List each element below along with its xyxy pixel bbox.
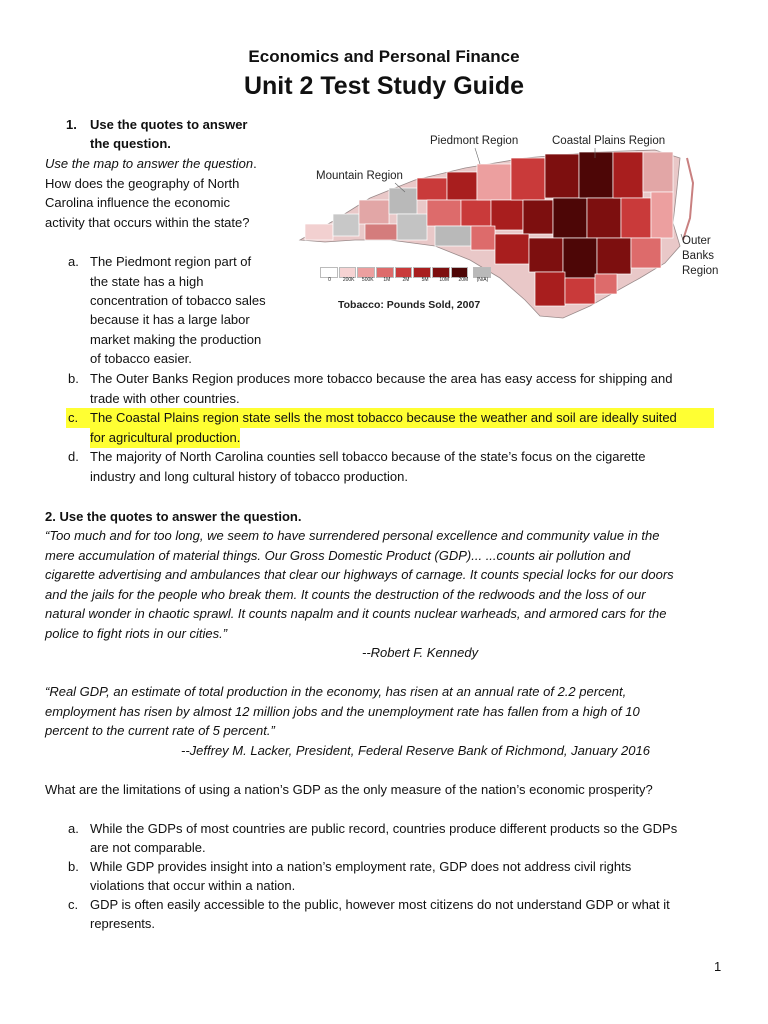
q1-option-d-letter: d. [68, 449, 79, 464]
q1-option-b-letter: b. [68, 371, 79, 386]
legend-tick-1: 200K [342, 277, 355, 283]
quote2-line-1: “Real GDP, an estimate of total production in the economy, has risen at an annual rate of 2.2 percent, [45, 684, 627, 699]
quote1-line-4: and the jails for the people who break them. It counts the destruction of the redwoods and the loss of our [45, 587, 646, 602]
q2-option-a-line-2: are not comparable. [90, 840, 206, 855]
q1-option-c-line-1: The Coastal Plains region state sells the most tobacco because the weather and soil are ideally suited [90, 410, 677, 425]
legend-tick-0: 0 [328, 277, 331, 283]
quote1-line-5: natural wonder in chaotic sprawl. It counts napalm and it counts nuclear warheads, and armored cars for the [45, 606, 667, 621]
q1-instruction-text: Use the map to answer the question [45, 156, 254, 171]
quote2-attribution: --Jeffrey M. Lacker, President, Federal Reserve Bank of Richmond, January 2016 [181, 743, 650, 758]
q2-heading: 2. Use the quotes to answer the question. [45, 509, 302, 524]
q1-option-d-line-2: industry and long cultural history of tobacco production. [90, 469, 408, 484]
q1-option-a-line-4: because it has a large labor [90, 312, 250, 327]
document-subtitle: Economics and Personal Finance [248, 47, 520, 66]
quote1-line-2: mere accumulation of material things. Our Gross Domestic Product (GDP)... ...counts air pollution and [45, 548, 631, 563]
q1-number: 1. [66, 117, 77, 132]
q1-option-a-line-6: of tobacco easier. [90, 351, 192, 366]
q1-option-a-line-3: concentration of tobacco sales [90, 293, 266, 308]
legend-tick-4: 2M [402, 277, 410, 283]
legend-title: Tobacco: Pounds Sold, 2007 [338, 299, 481, 311]
q2-option-b-line-1: While GDP provides insight into a nation’s employment rate, GDP does not address civil rights [90, 859, 632, 874]
q1-option-a-line-2: the state has a high [90, 274, 204, 289]
legend-ticks [320, 276, 492, 282]
outer-banks-shape [683, 158, 693, 240]
q2-question: What are the limitations of using a nation’s GDP as the only measure of the nation’s economic prosperity? [45, 782, 653, 797]
legend-tick-2: 500K [361, 277, 374, 283]
q1-prompt-line-3: activity that occurs within the state? [45, 215, 250, 230]
map-label-mountain: Mountain Region [316, 170, 403, 182]
q1-heading-line-1: Use the quotes to answer [90, 117, 248, 132]
q1-instruction [45, 154, 257, 174]
q1-option-a-letter: a. [68, 254, 79, 269]
q1-option-a-line-5: market making the production [90, 332, 262, 347]
legend-tick-6: 10M [439, 277, 450, 283]
map-label-outer-banks-1: Outer [682, 235, 711, 247]
document-title: Unit 2 Test Study Guide [243, 72, 525, 100]
q1-option-b-line-1: The Outer Banks Region produces more tobacco because the area has easy access for shipping and [90, 371, 673, 386]
quote1-attribution: --Robert F. Kennedy [362, 645, 479, 660]
q1-option-c-highlight-1 [66, 408, 714, 428]
quote1-line-6: police to fight riots in our cities.” [45, 626, 228, 641]
legend-tick-3: 1M [383, 277, 391, 283]
legend-tick-7: 20M [458, 277, 469, 283]
q2-option-c-line-1: GDP is often easily accessible to the public, however most citizens do not understand GDP or what it [90, 897, 670, 912]
map-label-outer-banks-2: Banks [682, 250, 714, 262]
quote2-line-2: employment has risen by almost 12 million jobs and the unemployment rate has fallen from a high of 10 [45, 704, 640, 719]
map-legend [320, 267, 492, 281]
q2-option-c-letter: c. [68, 897, 79, 912]
q1-option-b-line-2: trade with other countries. [90, 391, 240, 406]
q1-option-a-line-1: The Piedmont region part of [90, 254, 252, 269]
nc-map-graphic [295, 128, 725, 328]
q2-option-c-line-2: represents. [90, 916, 156, 931]
q1-option-c-letter: c. [68, 410, 79, 425]
legend-tick-8: (N/A) [476, 277, 489, 283]
map-label-coastal: Coastal Plains Region [552, 135, 666, 147]
quote1-line-1: “Too much and for too long, we seem to have surrendered personal excellence and community value in the [45, 528, 660, 543]
q2-option-a-letter: a. [68, 821, 79, 836]
page-number: 1 [714, 959, 722, 974]
q1-prompt-line-2: Carolina influence the economic [45, 195, 230, 210]
quote1-line-3: cigarette advertising and ambulances that clear our highways of carnage. It counts special locks for our doors [45, 567, 674, 582]
q1-heading-line-2: the question. [90, 136, 171, 151]
map-label-piedmont: Piedmont Region [430, 135, 519, 147]
q2-option-b-line-2: violations that occur within a nation. [90, 878, 296, 893]
q1-option-d-line-1: The majority of North Carolina counties sell tobacco because of the state’s focus on the cigarette [90, 449, 646, 464]
nc-tobacco-map [295, 128, 725, 328]
q1-prompt-line-1: How does the geography of North [45, 176, 240, 191]
q1-instruction-period: . [253, 156, 257, 171]
quote2-line-3: percent to the current rate of 5 percent.” [45, 723, 275, 738]
map-label-outer-banks-3: Region [682, 265, 719, 277]
q2-option-a-line-1: While the GDPs of most countries are public record, countries produce different products so the GDPs [90, 821, 678, 836]
q2-option-b-letter: b. [68, 859, 79, 874]
legend-tick-5: 5M [421, 277, 429, 283]
legend-swatches [320, 267, 492, 276]
q1-option-c-line-2: for agricultural production. [90, 428, 240, 448]
